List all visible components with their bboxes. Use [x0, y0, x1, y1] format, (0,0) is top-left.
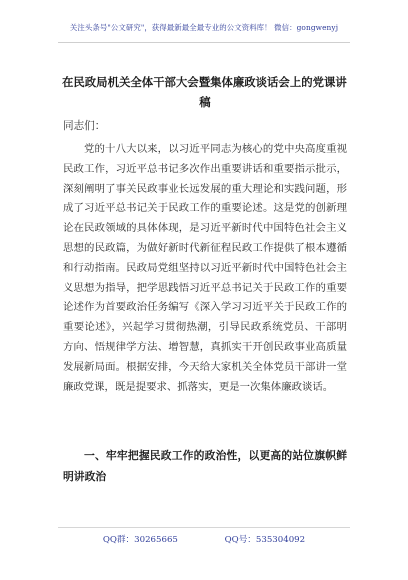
header-promo-text: 关注头条号"公文研究"，获得最新最全最专业的公文资料库！ 微信：gongwenyj: [69, 23, 339, 32]
footer-qq-number: QQ号：535304092: [224, 535, 306, 545]
header-divider: [58, 42, 350, 43]
document-title-line2: 稿: [199, 95, 211, 109]
page-header: [0, 22, 408, 33]
document-title-line1: 在民政局机关全体干部大会暨集体廉政谈话会上的党课讲: [62, 75, 347, 89]
document-title: [62, 72, 348, 112]
salutation: 同志们：: [63, 120, 106, 132]
footer-qq-group: QQ群：30265665: [102, 535, 178, 545]
page-footer: [0, 533, 408, 545]
footer-divider: [58, 527, 350, 528]
section-heading: 一、牢牢把握民政工作的政治性，以更高的站位旗帜鲜明讲政治: [63, 449, 347, 483]
body-paragraph: 党的十八大以来，以习近平同志为核心的党中央高度重视民政工作，习近平总书记多次作出重要讲话和重要指示批示，深刻阐明了事关民政事业长远发展的重大理论和实践问题，形成了习近平总书记关于民政工作的重要论述。这是党的创新理论在民政领域的具体体现，是习近平新时代中国特色社会主义思想的民政篇，为做好新时代新征程民政工作提供了根本遵循和行动指南。民政局党组坚持以习近平新时代中国特色社会主义思想为指导，把学思践悟习近平总书记关于民政工作的重要论述作为首要政治任务编写《深入学习习近平关于民政工作的重要论述》，兴起学习贯彻热潮，引导民政系统党员、干部明方向、悟规律学方法、增智慧，真抓实干开创民政事业高质量发展新局面。根据安排，今天给大家机关全体党员干部讲一堂廉政党课，既是提要求、抓落实，更是一次集体廉政谈话。: [63, 143, 347, 393]
